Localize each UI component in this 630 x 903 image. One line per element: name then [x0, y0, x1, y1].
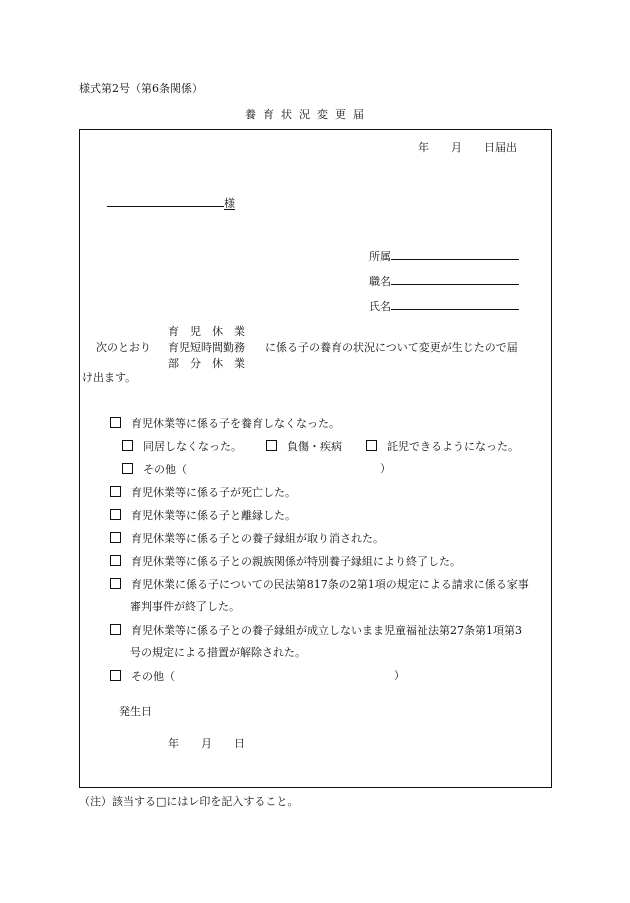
addressee-blank[interactable] — [107, 196, 224, 207]
intro-prefix: 次のとおり — [96, 341, 151, 354]
field-label: 職名 — [369, 275, 391, 288]
checkbox[interactable] — [110, 670, 121, 681]
item-6: 育児休業に係る子についての民法第817条の2第1項の規定による請求に係る家事 — [110, 578, 529, 590]
affiliation-input[interactable] — [391, 250, 519, 260]
page-title: 養育状況変更届 — [245, 108, 371, 121]
field-label: 氏名 — [369, 300, 391, 313]
checkbox[interactable] — [366, 440, 377, 451]
item-1d: その他（ — [122, 463, 187, 475]
addressee — [107, 196, 235, 210]
checkbox[interactable] — [110, 417, 121, 428]
item-8: その他（ — [110, 670, 175, 682]
item-3: 育児休業等に係る子と離縁した。 — [110, 509, 296, 521]
addressee-suffix: 様 — [224, 197, 235, 210]
item-2: 育児休業等に係る子が死亡した。 — [110, 486, 296, 498]
item-1b: 負傷・疾病 — [266, 440, 342, 452]
item-7-line2: 号の規定による措置が解除された。 — [130, 646, 306, 659]
field-affiliation — [369, 250, 519, 262]
position-input[interactable] — [391, 275, 519, 285]
name-input[interactable] — [391, 300, 519, 310]
item-1d-close: ） — [380, 462, 391, 475]
footnote: （注）該当する□にはレ印を記入すること。 — [79, 795, 299, 808]
checkbox[interactable] — [110, 578, 121, 589]
intro-option-3: 部 分 休 業 — [168, 357, 245, 370]
checkbox[interactable] — [122, 463, 133, 474]
occurrence-date: 年 月 日 — [168, 737, 245, 750]
item-1c: 託児できるようになった。 — [366, 440, 519, 452]
field-name — [369, 300, 519, 312]
form-number: 様式第2号（第6条関係） — [79, 82, 203, 95]
field-position — [369, 275, 519, 287]
checkbox[interactable] — [122, 440, 133, 451]
intro-suffix: に係る子の養育の状況について変更が生じたので届 — [265, 341, 518, 354]
intro-option-1: 育 児 休 業 — [168, 325, 245, 338]
form-box — [79, 129, 552, 788]
occurrence-label: 発生日 — [119, 705, 152, 718]
item-1a: 同居しなくなった。 — [122, 440, 242, 452]
checkbox[interactable] — [110, 624, 121, 635]
field-label: 所属 — [369, 250, 391, 263]
checkbox[interactable] — [266, 440, 277, 451]
item-1: 育児休業等に係る子を養育しなくなった。 — [110, 417, 340, 429]
item-7: 育児休業等に係る子との養子縁組が成立しないまま児童福祉法第27条第1項第3 — [110, 624, 522, 636]
intro-continuation: け出ます。 — [82, 371, 137, 384]
checkbox[interactable] — [110, 486, 121, 497]
intro-option-2: 育児短時間勤務 — [168, 341, 245, 354]
item-5: 育児休業等に係る子との親族関係が特別養子縁組により終了した。 — [110, 555, 461, 567]
checkbox[interactable] — [110, 509, 121, 520]
item-4: 育児休業等に係る子との養子縁組が取り消された。 — [110, 532, 384, 544]
submission-date: 年 月 日届出 — [418, 141, 517, 154]
checkbox[interactable] — [110, 555, 121, 566]
checkbox[interactable] — [110, 532, 121, 543]
item-6-line2: 審判事件が終了した。 — [130, 600, 240, 613]
item-8-close: ） — [394, 669, 405, 682]
